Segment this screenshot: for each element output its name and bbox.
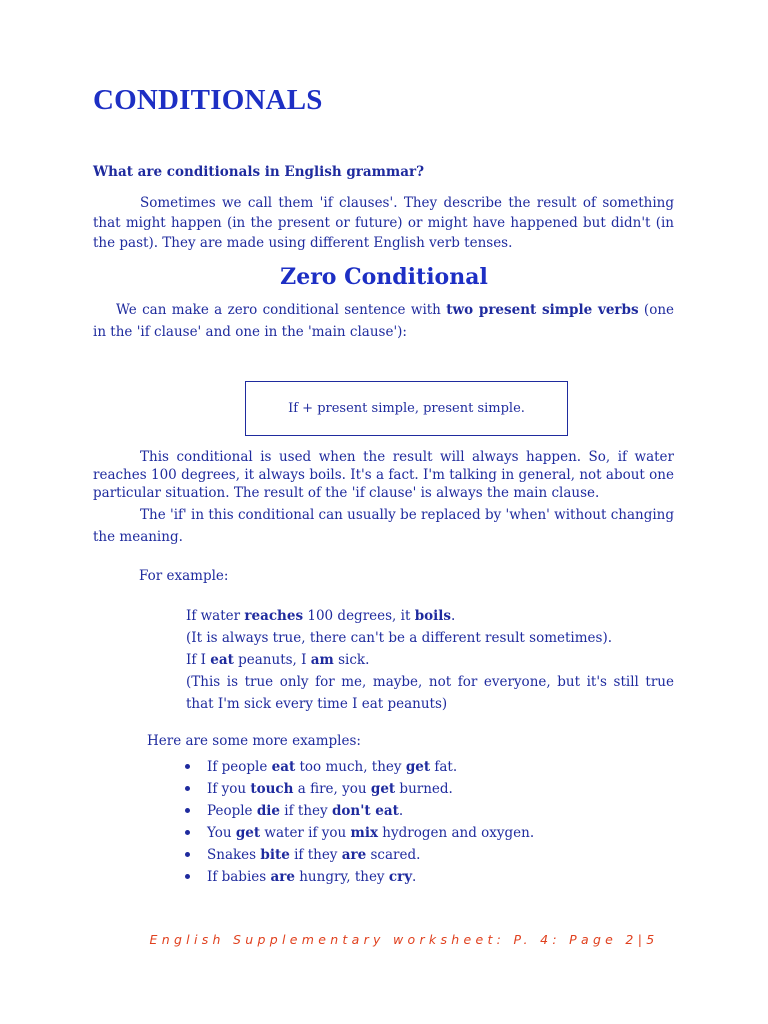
bullet-icon: [185, 852, 190, 857]
formula-box: [245, 381, 568, 436]
list-item: If babies are hungry, they cry.: [185, 866, 534, 888]
zero-intro-bold: two present simple verbs: [446, 302, 639, 318]
example-sentence: If I eat peanuts, I am sick.: [186, 652, 370, 668]
usage-paragraph: [93, 448, 674, 502]
replace-paragraph: [93, 504, 674, 548]
intro-paragraph: [93, 193, 674, 253]
example-note: (It is always true, there can't be a different result sometimes).: [186, 630, 613, 646]
bullet-icon: [185, 786, 190, 791]
list-item: You get water if you mix hydrogen and oxygen.: [185, 822, 534, 844]
more-examples-label: Here are some more examples:: [147, 733, 361, 749]
formula-text: If + present simple, present simple.: [288, 401, 525, 416]
section-question: What are conditionals in English grammar?: [93, 164, 424, 180]
list-item: If you touch a fire, you get burned.: [185, 778, 534, 800]
example-sentence: If water reaches 100 degrees, it boils.: [186, 608, 456, 624]
bullet-icon: [185, 830, 190, 835]
zero-intro-paragraph: [93, 299, 674, 343]
bullet-icon: [185, 764, 190, 769]
zero-intro-text: We can make a zero conditional sentence with: [116, 302, 447, 318]
list-item: If people eat too much, they get fat.: [185, 756, 534, 778]
page-title: CONDITIONALS: [93, 84, 323, 116]
zero-conditional-heading: Zero Conditional: [280, 264, 488, 290]
zero-intro-text-end: (one in the 'if clause' and one in the 'main clause'):: [93, 302, 675, 340]
for-example-label: For example:: [139, 568, 229, 584]
usage-text: This conditional is used when the result will always happen. So, if water reaches 100 degrees, it always boils. It's a fact. I'm talking in general, not about one particular situation. The result of the 'if clause' is always the main clause.: [93, 449, 674, 501]
bullet-icon: [185, 808, 190, 813]
intro-text: Sometimes we call them 'if clauses'. They describe the result of something that might happen (in the present or future) or might have happened but didn't (in the past). They are made using different English verb tenses.: [93, 195, 674, 251]
bullet-icon: [185, 874, 190, 879]
example-note: (This is true only for me, maybe, not for everyone, but it's still true that I'm sick every time I eat peanuts): [186, 674, 674, 712]
example-block: [186, 605, 674, 715]
examples-list: [185, 756, 534, 888]
list-item: Snakes bite if they are scared.: [185, 844, 534, 866]
replace-text: The 'if' in this conditional can usually be replaced by 'when' without changing the meaning.: [93, 507, 674, 545]
list-item: People die if they don't eat.: [185, 800, 534, 822]
page-footer: English Supplementary worksheet: P. 4: Page 2|5: [149, 932, 659, 947]
